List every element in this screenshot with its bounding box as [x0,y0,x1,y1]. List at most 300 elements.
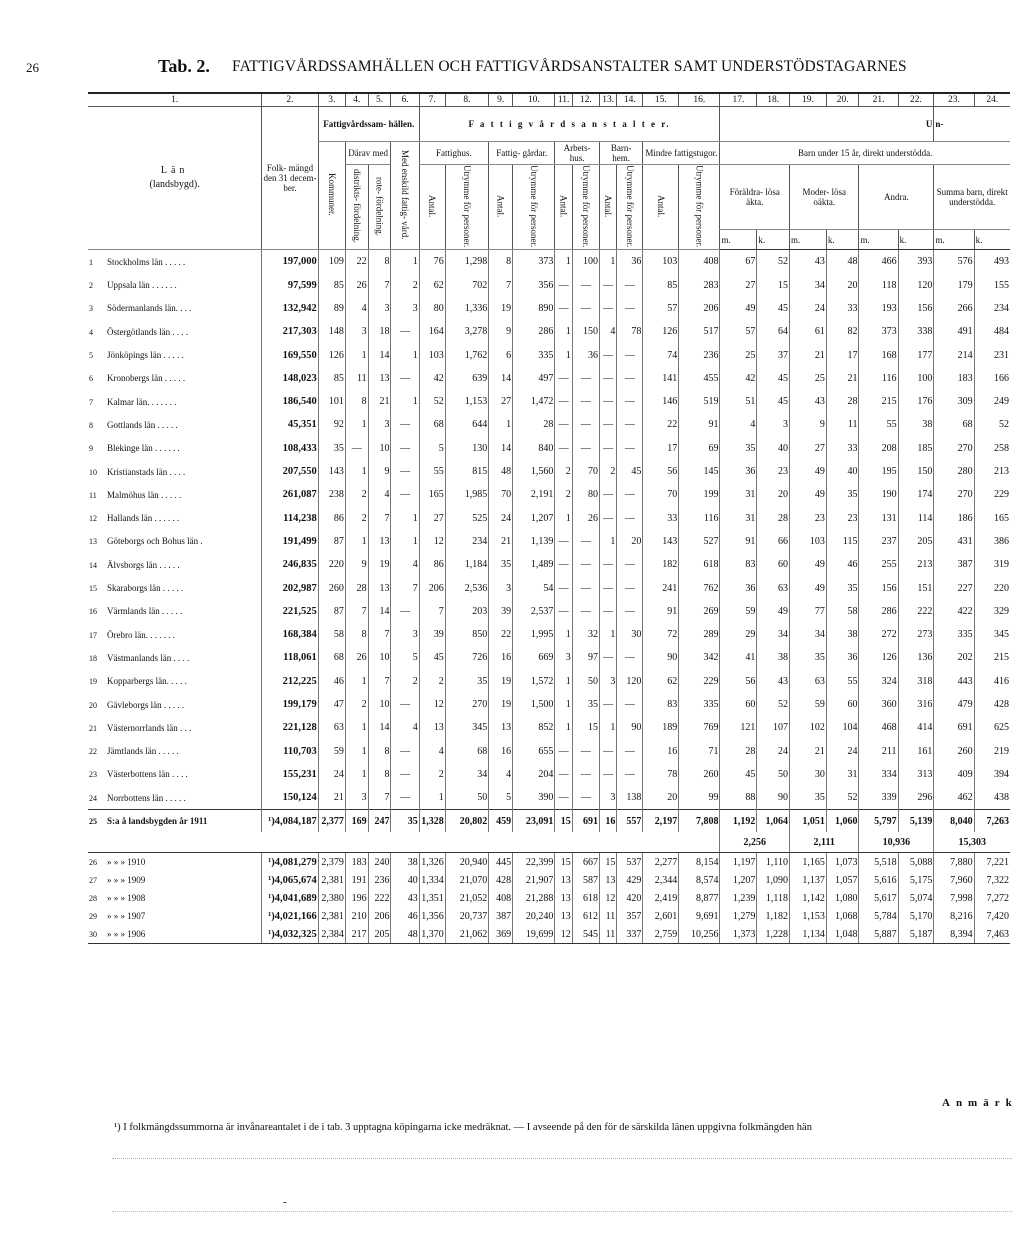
antal-5-header: Antal. [643,165,679,250]
table-cell: — [555,437,572,460]
table-cell: 42 [419,367,445,390]
table-cell: 316 [898,693,934,716]
table-cell: 1,572 [513,670,555,693]
table-cell: 86 [318,507,345,530]
table-cell: 16 [489,646,513,669]
table-cell: 102 [789,716,826,739]
table-cell: 115 [826,530,859,553]
enskild-header: Med enskild fattig- vård. [391,142,419,250]
table-cell: 143 [318,460,345,483]
combined-sum: 2,111 [789,832,859,853]
row-label [88,646,262,669]
combined-sum: 15,303 [934,832,1010,853]
table-cell: — [572,576,599,599]
moderlosa-header: Moder- lösa oäkta. [789,165,859,230]
table-cell: — [391,600,419,623]
table-cell: 270 [934,483,974,506]
table-cell: 45 [720,763,757,786]
table-cell: 7,272 [974,889,1010,907]
male-header: m. [934,230,974,250]
table-cell: 369 [489,925,513,944]
male-header: m. [859,230,898,250]
table-cell: 386 [974,530,1010,553]
table-cell: — [345,437,368,460]
table-cell: 2,419 [643,889,679,907]
table-cell: 87 [318,530,345,553]
row-number: 15 [89,584,97,594]
table-cell: 150 [572,320,599,343]
table-cell: 208 [859,437,898,460]
table-cell: 22 [345,250,368,274]
table-cell: 13 [599,871,616,889]
table-cell: — [572,367,599,390]
row-label [88,530,262,553]
table-cell: 3 [757,413,790,436]
table-cell: — [599,367,616,390]
table-cell: 1,334 [419,871,445,889]
table-cell: 408 [489,889,513,907]
table-cell: 241 [643,576,679,599]
table-cell: 22,399 [513,853,555,872]
table-cell: 7 [368,786,391,810]
table-cell: 45 [617,460,643,483]
table-cell: 11 [599,907,616,925]
table-cell: 2,601 [643,907,679,925]
table-cell: — [599,343,616,366]
table-cell: 1,090 [757,871,790,889]
table-cell: 390 [513,786,555,810]
row-label [88,623,262,646]
table-cell: 148 [318,320,345,343]
table-cell: — [391,460,419,483]
row-number: 17 [89,630,97,640]
table-cell: 329 [974,600,1010,623]
table-cell: 229 [679,670,720,693]
table-cell: 7 [419,600,445,623]
distrikts-header: distrikts- fördelning. [345,165,368,250]
table-cell: 174 [898,483,934,506]
row-number: 4 [89,327,93,337]
table-cell: 16 [643,739,679,762]
table-cell: 20 [757,483,790,506]
table-cell: 68 [318,646,345,669]
table-cell: 408 [679,250,720,274]
table-cell: 12 [419,693,445,716]
column-number: 13. [599,93,616,107]
table-cell: 309 [934,390,974,413]
table-cell: — [572,553,599,576]
table-cell: 8,216 [934,907,974,925]
table-cell: 1 [345,716,368,739]
table-cell: 1,351 [419,889,445,907]
table-cell: 313 [898,763,934,786]
row-number: 25 [89,817,97,827]
table-cell: 68 [934,413,974,436]
female-header: k. [898,230,934,250]
table-cell: 38 [826,623,859,646]
table-cell: 840 [513,437,555,460]
table-row [88,530,1010,553]
population-cell: 97,599 [262,274,318,297]
table-cell: 109 [318,250,345,274]
table-cell: 21,907 [513,871,555,889]
table-cell: 66 [757,530,790,553]
table-cell: — [599,576,616,599]
male-header: m. [789,230,826,250]
table-cell: 130 [445,437,488,460]
table-cell: 166 [974,367,1010,390]
population-cell: 114,238 [262,507,318,530]
table-cell: 46 [318,670,345,693]
table-cell: 13 [489,716,513,739]
table-cell: 9 [345,553,368,576]
table-cell: 459 [489,810,513,833]
table-cell: 416 [974,670,1010,693]
table-cell: — [391,786,419,810]
table-row [88,853,1010,872]
table-cell: 211 [859,739,898,762]
table-cell: 1,110 [757,853,790,872]
table-cell: 20 [826,274,859,297]
population-cell: 197,000 [262,250,318,274]
table-cell: 25 [720,343,757,366]
utrymme-2-header: Utrymme för personer. [513,165,555,250]
row-number: 27 [89,876,97,886]
table-cell: 39 [489,600,513,623]
page-number: 26 [26,60,39,75]
table-cell: 414 [898,716,934,739]
table-cell: 850 [445,623,488,646]
table-cell: 206 [368,907,391,925]
anstalter-header: F a t t i g v å r d s a n s t a l t e r. [419,107,720,142]
table-cell: 58 [318,623,345,646]
table-cell: 89 [318,297,345,320]
table-cell: 1,142 [789,889,826,907]
table-cell: 193 [859,297,898,320]
table-cell: 428 [974,693,1010,716]
table-row [88,763,1010,786]
table-cell: 11 [345,367,368,390]
row-label [88,907,262,925]
table-cell: 26 [345,274,368,297]
table-cell: — [599,646,616,669]
table-cell: 1,373 [720,925,757,944]
table-cell: 815 [445,460,488,483]
table-cell: — [555,274,572,297]
table-cell: 23,091 [513,810,555,833]
table-cell: 3 [345,320,368,343]
table-cell: 557 [617,810,643,833]
table-cell: 9,691 [679,907,720,925]
table-cell: 143 [643,530,679,553]
table-cell: 68 [445,739,488,762]
table-cell: — [572,274,599,297]
table-cell: 13 [368,530,391,553]
table-cell: 22 [489,623,513,646]
table-cell: 10 [368,693,391,716]
table-cell: 45 [419,646,445,669]
table-cell: 576 [934,250,974,274]
table-cell: 2,536 [445,576,488,599]
table-cell: 8,394 [934,925,974,944]
table-cell: 35 [789,646,826,669]
population-cell: ¹)4,032,325 [262,925,318,944]
table-cell: — [572,297,599,320]
table-cell: 77 [789,600,826,623]
population-cell: 191,499 [262,530,318,553]
table-cell: 527 [679,530,720,553]
table-cell: 4 [391,553,419,576]
row-number: 3 [89,304,93,314]
table-cell: 255 [859,553,898,576]
row-label [88,297,262,320]
row-number: 18 [89,653,97,663]
table-cell: 29 [720,623,757,646]
county-name: Västerbottens län . . . . [107,769,188,780]
row-number: 11 [89,490,97,500]
population-cell: ¹)4,041,689 [262,889,318,907]
row-number: 24 [89,793,97,803]
table-cell: 176 [898,390,934,413]
table-cell: 13 [555,907,572,925]
antal-1-header: Antal. [419,165,445,250]
table-cell: 2,277 [643,853,679,872]
table-cell: — [617,413,643,436]
table-cell: 210 [345,907,368,925]
table-cell: 23 [826,507,859,530]
table-cell: 219 [974,739,1010,762]
table-cell: 409 [934,763,974,786]
table-cell: 2 [599,460,616,483]
table-cell: 72 [643,623,679,646]
row-number: 9 [89,444,93,454]
table-cell: 1 [555,670,572,693]
table-cell: 1,326 [419,853,445,872]
table-cell: 35 [391,810,419,833]
table-cell: 15 [572,716,599,739]
table-cell: 45 [757,297,790,320]
table-row [88,274,1010,297]
table-cell: — [599,693,616,716]
row-number: 14 [89,560,97,570]
table-cell: 2 [391,670,419,693]
table-label: Tab. 2. [158,56,210,76]
table-cell: 179 [934,274,974,297]
table-cell: 49 [757,600,790,623]
county-name: Södermanlands län. . . . [107,303,192,314]
table-cell: 14 [368,343,391,366]
table-cell: — [617,343,643,366]
table-cell: — [555,530,572,553]
table-cell: 237 [859,530,898,553]
table-row [88,739,1010,762]
table-cell: 15 [757,274,790,297]
table-cell: 625 [974,716,1010,739]
table-cell: 266 [934,297,974,320]
table-cell: 19 [368,553,391,576]
table-cell: 639 [445,367,488,390]
table-cell: 215 [859,390,898,413]
table-cell: 655 [513,739,555,762]
table-cell: 126 [318,343,345,366]
table-cell: 428 [489,871,513,889]
darav-header: Därav med [345,142,391,165]
table-cell: 199 [679,483,720,506]
population-cell: ¹)4,065,674 [262,871,318,889]
column-number: 23. [934,93,974,107]
table-cell: — [599,739,616,762]
table-cell: 183 [345,853,368,872]
table-cell: 35 [720,437,757,460]
antal-4-header: Antal. [599,165,616,250]
table-cell: 63 [789,670,826,693]
table-cell: 3 [599,670,616,693]
table-row [88,889,1010,907]
table-cell: — [572,530,599,553]
table-cell: 52 [826,786,859,810]
table-cell: 36 [826,646,859,669]
population-cell: 199,179 [262,693,318,716]
table-cell: 36 [720,460,757,483]
table-cell: 78 [643,763,679,786]
table-cell: 100 [898,367,934,390]
table-cell: 141 [643,367,679,390]
table-cell: 3 [345,786,368,810]
row-number: 2 [89,281,93,291]
table-cell: 19 [489,670,513,693]
table-cell: 769 [679,716,720,739]
table-cell: 2,381 [318,871,345,889]
table-cell: 43 [391,889,419,907]
table-cell: 58 [826,600,859,623]
table-row [88,925,1010,944]
table-cell: 17 [826,343,859,366]
table-cell: 64 [757,320,790,343]
table-cell: 234 [974,297,1010,320]
table-cell: — [391,483,419,506]
table-cell: 41 [720,646,757,669]
table-cell: 247 [368,810,391,833]
table-cell: 33 [826,297,859,320]
table-cell: 14 [489,437,513,460]
table-cell: 762 [679,576,720,599]
county-name: Kristianstads län . . . . [107,466,186,477]
table-cell: 21 [318,786,345,810]
table-cell: 116 [859,367,898,390]
county-name: Värmlands län . . . . . [107,606,183,617]
table-cell: 20 [643,786,679,810]
row-label [88,483,262,506]
table-body [88,250,1010,944]
population-cell: 150,124 [262,786,318,810]
table-cell: 2 [345,483,368,506]
table-cell: 52 [757,693,790,716]
table-cell: 30 [789,763,826,786]
table-cell: 80 [419,297,445,320]
table-cell: 1,057 [826,871,859,889]
table-cell: 236 [368,871,391,889]
table-cell: 289 [679,623,720,646]
table-cell: — [617,576,643,599]
table-cell: 88 [720,786,757,810]
table-row [88,507,1010,530]
table-cell: 9 [489,320,513,343]
row-label [88,460,262,483]
table-cell: 14 [368,716,391,739]
table-cell: 1,762 [445,343,488,366]
row-label [88,716,262,739]
table-cell: 9 [368,460,391,483]
table-cell: 240 [368,853,391,872]
anmark-label: Anmärk [942,1097,1018,1109]
table-row [88,460,1010,483]
table-cell: — [599,437,616,460]
table-cell: 54 [513,576,555,599]
table-row [88,320,1010,343]
utrymme-5-header: Utrymme för personer. [679,165,720,250]
female-header: k. [826,230,859,250]
table-cell: 114 [898,507,934,530]
utrymme-4-header: Utrymme för personer. [617,165,643,250]
table-cell: 13 [555,871,572,889]
table-cell: 1,048 [826,925,859,944]
table-cell: — [555,390,572,413]
column-number: 10. [513,93,555,107]
table-cell: 69 [679,437,720,460]
kommuner-header: Kommuner. [318,142,345,250]
table-cell: 121 [720,716,757,739]
table-cell: 90 [757,786,790,810]
table-cell: 1,207 [720,871,757,889]
table-cell: 33 [643,507,679,530]
table-cell: 145 [679,460,720,483]
antal-2-header: Antal. [489,165,513,250]
table-cell: 35 [826,576,859,599]
table-cell: 85 [318,367,345,390]
table-row [88,553,1010,576]
table-cell: — [572,390,599,413]
table-cell: 45 [757,390,790,413]
table-cell: 1,370 [419,925,445,944]
table-cell: 91 [720,530,757,553]
table-cell: 10,256 [679,925,720,944]
understod-n-header: n- [934,107,1010,142]
table-cell: 71 [679,739,720,762]
county-name: Malmöhus län . . . . . [107,489,182,500]
summa-header: Summa barn, direkt understödda. [934,165,1010,230]
table-cell: 260 [679,763,720,786]
table-cell: 131 [859,507,898,530]
table-cell: — [555,600,572,623]
table-cell: 30 [617,623,643,646]
table-cell: 165 [974,507,1010,530]
table-cell: 78 [617,320,643,343]
county-name: Kalmar län. . . . . . . [107,396,177,407]
population-cell: 217,303 [262,320,318,343]
table-cell: 7 [391,576,419,599]
table-cell: 10 [368,646,391,669]
column-number: 19. [789,93,826,107]
table-cell: 28 [513,413,555,436]
folkmangd-header: Folk- mängd den 31 decem- ber. [262,107,318,250]
row-number: 21 [89,723,97,733]
antal-3-header: Antal. [555,165,572,250]
table-cell: — [599,297,616,320]
table-cell: 213 [974,460,1010,483]
table-cell: 43 [789,390,826,413]
table-cell: 57 [720,320,757,343]
table-cell: 146 [643,390,679,413]
